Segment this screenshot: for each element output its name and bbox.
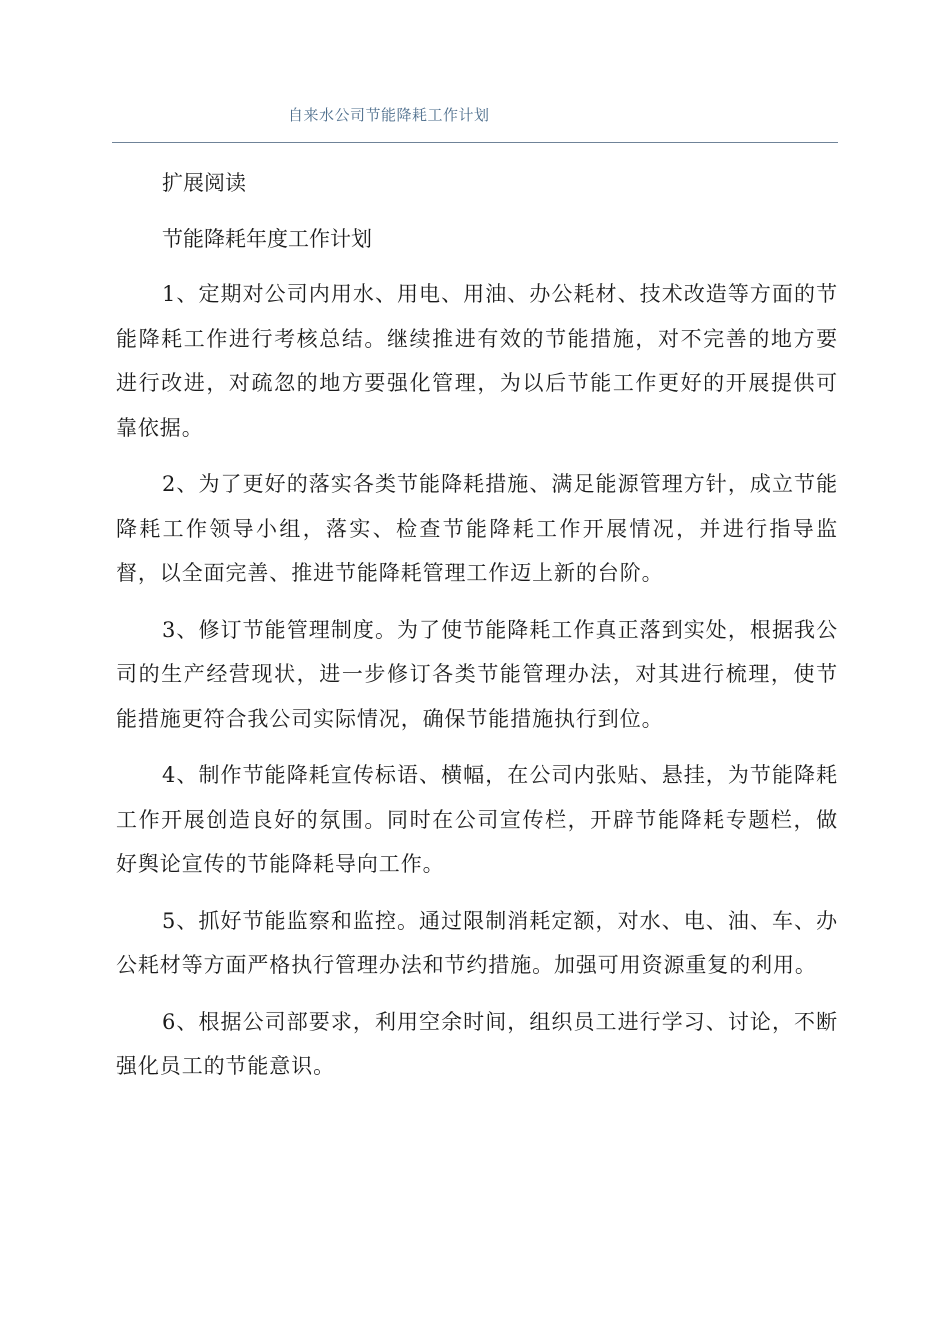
paragraph-3: 3、修订节能管理制度。为了使节能降耗工作真正落到实处，根据我公司的生产经营现状，进一步修订各类节能管理办法，对其进行梳理，使节能措施更符合我公司实际情况，确保节能措施执行到位。 bbox=[116, 617, 838, 731]
plan-title: 节能降耗年度工作计划 bbox=[162, 227, 372, 251]
paragraph-1: 1、定期对公司内用水、用电、用油、办公耗材、技术改造等方面的节能降耗工作进行考核总结。继续推进有效的节能措施，对不完善的地方要进行改进，对疏忽的地方要强化管理，为以后节能工作更好的开展提供可靠依据。 bbox=[116, 282, 838, 440]
paragraph-5: 5、抓好节能监察和监控。通过限制消耗定额，对水、电、油、车、办公耗材等方面严格执行管理办法和节约措施。加强可用资源重复的利用。 bbox=[116, 908, 838, 977]
paragraph-4: 4、制作节能降耗宣传标语、横幅，在公司内张贴、悬挂，为节能降耗工作开展创造良好的氛围。同时在公司宣传栏，开辟节能降耗专题栏，做好舆论宣传的节能降耗导向工作。 bbox=[116, 763, 838, 876]
paragraph-6: 6、根据公司部要求，利用空余时间，组织员工进行学习、讨论，不断强化员工的节能意识。 bbox=[116, 1009, 838, 1078]
paragraph-2: 2、为了更好的落实各类节能降耗措施、满足能源管理方针，成立节能降耗工作领导小组，落实、检查节能降耗工作开展情况，并进行指导监督，以全面完善、推进节能降耗管理工作迈上新的台阶。 bbox=[116, 472, 838, 585]
document-body bbox=[116, 160, 838, 1101]
header-divider bbox=[112, 142, 838, 143]
section-label: 扩展阅读 bbox=[162, 171, 246, 195]
running-header-title: 自来水公司节能降耗工作计划 bbox=[288, 106, 490, 124]
